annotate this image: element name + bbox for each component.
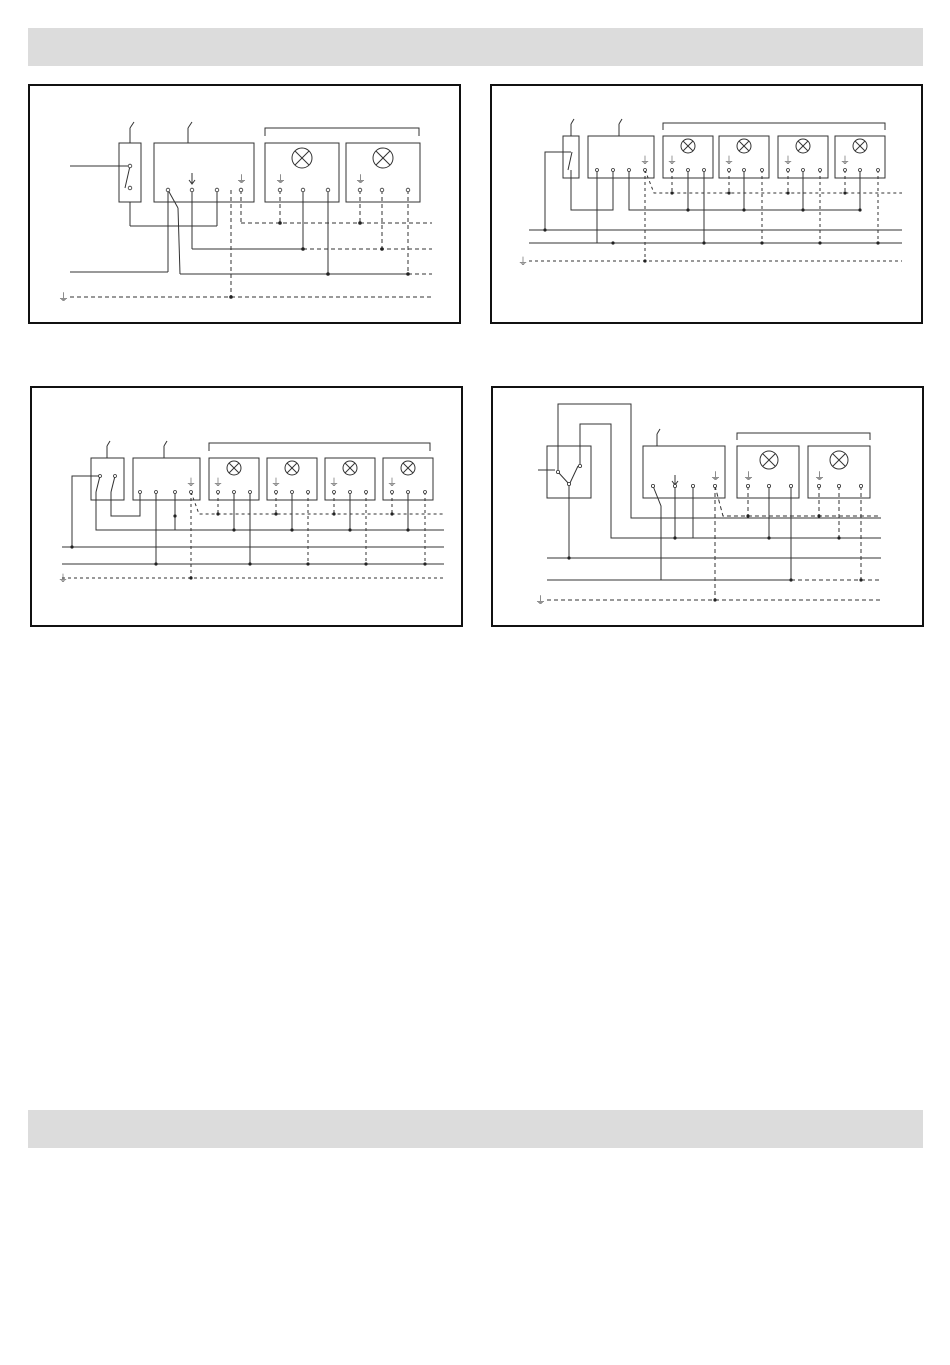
wiring-diagram-3 [30,386,463,627]
ground-icon: ⏚ [724,156,734,167]
ground-icon: ⏚ [58,291,69,304]
ground-icon: ⏚ [783,156,793,167]
ground-icon: ⏚ [535,594,546,607]
wiring-diagram-3-drawing [32,388,465,629]
ground-icon: ⏚ [710,470,721,483]
ground-icon: ⏚ [387,478,397,489]
ground-icon: ⏚ [814,470,825,483]
ground-icon: ⏚ [840,156,850,167]
ground-icon: ⏚ [518,257,528,268]
switch-box [119,143,141,202]
footer-band [28,1110,923,1148]
ground-icon: ⏚ [640,156,650,167]
wiring-diagram-4 [491,386,924,627]
ground-icon: ⏚ [271,478,281,489]
ground-icon: ⏚ [355,173,366,186]
ground-icon: ⏚ [236,173,247,186]
header-band [28,28,923,66]
ground-icon: ⏚ [213,478,223,489]
ground-icon: ⏚ [58,574,68,585]
ground-icon: ⏚ [275,173,286,186]
wiring-diagram-2-drawing [492,86,925,326]
ground-icon: ⏚ [667,156,677,167]
ground-icon: ⏚ [329,478,339,489]
wiring-diagram-1-drawing [30,86,463,326]
wiring-diagram-2 [490,84,923,324]
wiring-diagram-4-drawing [493,388,926,629]
wiring-diagram-1 [28,84,461,324]
ground-icon: ⏚ [186,478,196,489]
ground-icon: ⏚ [743,470,754,483]
